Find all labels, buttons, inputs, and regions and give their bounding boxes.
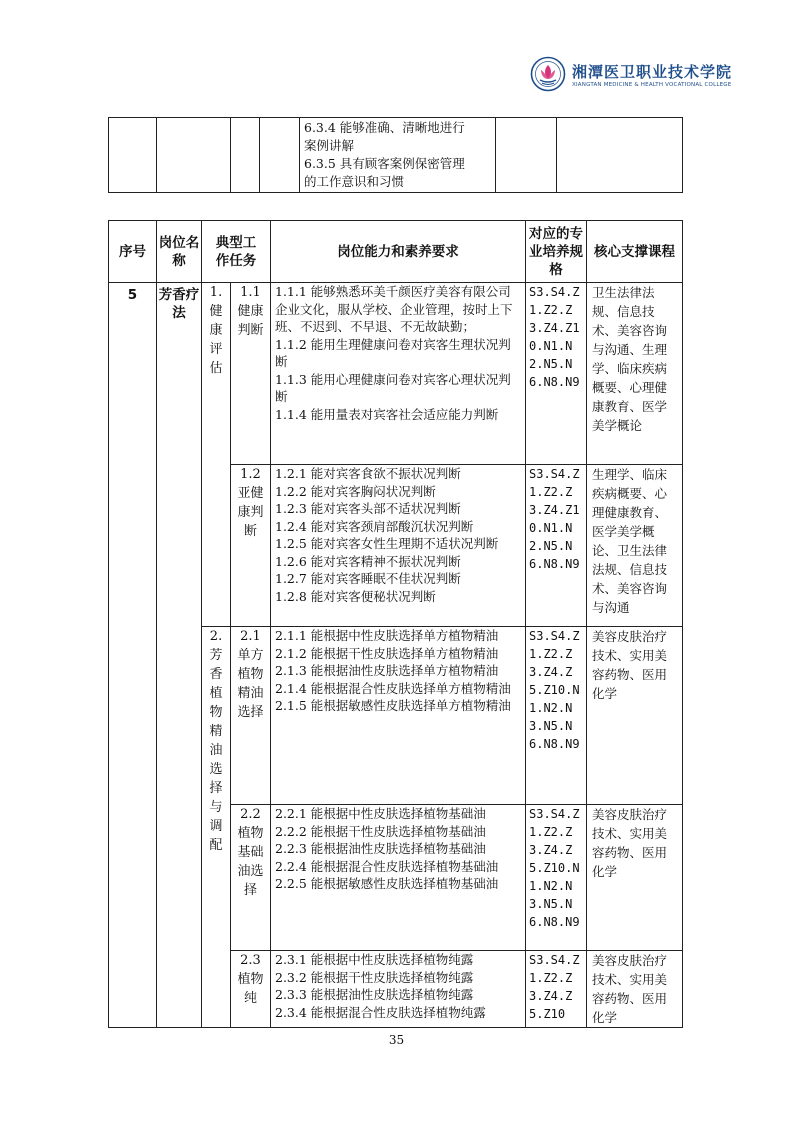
requirement-item: 1.2.8 能对宾客便秘状况判断	[275, 588, 436, 604]
requirements-cell	[271, 805, 526, 951]
requirement-item: 1.1.4 能用量表对宾客社会适应能力判断	[275, 406, 499, 422]
school-name-cn: 湘潭医卫职业技术学院	[572, 62, 733, 81]
row-index: 5	[109, 283, 157, 1028]
lotus-emblem-icon	[530, 56, 566, 92]
course-cell: 美容皮肤治疗技术、实用美容药物、医用化学	[587, 805, 683, 951]
requirements-cell	[271, 627, 526, 805]
requirement-item: 2.1.5 能根据敏感性皮肤选择单方植物精油	[275, 698, 511, 713]
table-row	[109, 283, 683, 465]
requirement-item: 2.3.2 能根据干性皮肤选择植物纯露	[275, 969, 474, 985]
requirement-item: 2.3.4 能根据混合性皮肤选择植物纯露	[275, 1004, 486, 1020]
requirement-item: 1.2.4 能对宾客颈肩部酸沉状况判断	[275, 518, 474, 534]
subtask-label: 1.1健康判断	[231, 283, 271, 465]
cont-line: 6.3.4 能够准确、清晰地进行	[304, 120, 465, 135]
requirement-item: 2.2.1 能根据中性皮肤选择植物基础油	[275, 806, 486, 821]
cont-cell-index	[109, 118, 157, 193]
spec-cell: S3.S4.Z1.Z2.Z3.Z4.Z5.Z10	[526, 951, 587, 1028]
header-ability: 岗位能力和素养要求	[271, 221, 526, 283]
header-row	[109, 221, 683, 283]
requirement-item: 2.2.4 能根据混合性皮肤选择植物基础油	[275, 858, 499, 874]
cont-cell-task	[231, 118, 260, 193]
header-index: 序号	[109, 221, 157, 283]
school-name-en: XIANGTAN MEDICINE & HEALTH VOCATIONAL COLLEGE	[572, 81, 732, 88]
requirements-cell	[271, 283, 526, 465]
spec-cell: S3.S4.Z1.Z2.Z3.Z4.Z5.Z10.N1.N2.N3.N5.N6.N8.N9	[526, 627, 587, 805]
header-post: 岗位名称	[157, 221, 202, 283]
requirement-item: 2.1.1 能根据中性皮肤选择单方植物精油	[275, 628, 499, 643]
cont-line: 的工作意识和习惯	[304, 174, 405, 189]
subtask-label: 2.2植物基础油选择	[231, 805, 271, 951]
requirement-item: 2.2.5 能根据敏感性皮肤选择植物基础油	[275, 876, 499, 891]
requirement-item: 1.1.3 能用心理健康问卷对宾客心理状况判断	[275, 371, 511, 404]
course-cell: 美容皮肤治疗技术、实用美容药物、医用化学	[587, 627, 683, 805]
requirement-item: 2.3.3 能根据油性皮肤选择植物纯露	[275, 987, 474, 1002]
requirement-item: 2.2.2 能根据干性皮肤选择植物基础油	[275, 823, 486, 839]
school-logo	[530, 56, 732, 92]
requirement-item: 2.3.1 能根据中性皮肤选择植物纯露	[275, 952, 474, 967]
spec-cell: S3.S4.Z1.Z2.Z3.Z4.Z10.N1.N2.N5.N6.N8.N9	[526, 283, 587, 465]
header-spec: 对应的专业培养规格	[526, 221, 587, 283]
requirements-cell	[271, 951, 526, 1028]
cont-cell-requirements	[300, 118, 496, 193]
page-number: 35	[388, 1033, 405, 1047]
subtask-label: 1.2亚健康判断	[231, 465, 271, 627]
cont-line: 案例讲解	[304, 138, 355, 153]
requirement-item: 2.1.4 能根据混合性皮肤选择单方植物精油	[275, 680, 511, 696]
header-course: 核心支撑课程	[587, 221, 683, 283]
requirement-item: 2.1.2 能根据干性皮肤选择单方植物精油	[275, 645, 499, 661]
course-cell: 生理学、临床疾病概要、心理健康教育、医学美学概论、卫生法律法规、信息技术、美容咨询与沟通	[587, 465, 683, 627]
curriculum-table	[108, 220, 683, 1028]
cont-cell-post	[157, 118, 231, 193]
requirement-item: 1.2.1 能对宾客食欲不振状况判断	[275, 466, 461, 481]
subtask-label: 2.1单方植物精油选择	[231, 627, 271, 805]
cont-cell-course	[557, 118, 683, 193]
requirement-item: 1.1.1 能够熟悉环美千颜医疗美容有限公司企业文化，服从学校、企业管理，按时上下班、不迟到、不早退、不无故缺勤；	[275, 284, 513, 334]
task-label: 2.芳香植物精油选择与调配	[202, 627, 231, 1028]
spec-cell: S3.S4.Z1.Z2.Z3.Z4.Z10.N1.N2.N5.N6.N8.N9	[526, 465, 587, 627]
header-task: 典型工作任务	[202, 221, 271, 283]
requirement-item: 2.2.3 能根据油性皮肤选择植物基础油	[275, 841, 486, 856]
subtask-label: 2.3植物纯	[231, 951, 271, 1028]
cont-cell-subtask	[260, 118, 300, 193]
post-name: 芳香疗法	[157, 283, 202, 1028]
requirement-item: 1.2.3 能对宾客头部不适状况判断	[275, 501, 461, 516]
task-label: 1.健康评估	[202, 283, 231, 627]
requirement-item: 1.2.5 能对宾客女性生理期不适状况判断	[275, 536, 499, 551]
course-cell: 卫生法律法规、信息技术、美容咨询与沟通、生理学、临床疾病概要、心理健康教育、医学美学概论	[587, 283, 683, 465]
cont-cell-spec	[496, 118, 557, 193]
requirement-item: 2.1.3 能根据油性皮肤选择单方植物精油	[275, 663, 499, 678]
requirement-item: 1.2.7 能对宾客睡眠不佳状况判断	[275, 571, 461, 586]
course-cell: 美容皮肤治疗技术、实用美容药物、医用化学	[587, 951, 683, 1028]
requirement-item: 1.2.6 能对宾客精神不振状况判断	[275, 553, 461, 569]
requirement-item: 1.2.2 能对宾客胸闷状况判断	[275, 483, 436, 499]
requirements-cell	[271, 465, 526, 627]
cont-line: 6.3.5 具有顾客案例保密管理	[304, 156, 465, 171]
requirement-item: 1.1.2 能用生理健康问卷对宾客生理状况判断	[275, 336, 511, 369]
spec-cell: S3.S4.Z1.Z2.Z3.Z4.Z5.Z10.N1.N2.N3.N5.N6.N8.N9	[526, 805, 587, 951]
continuation-table	[108, 117, 683, 193]
